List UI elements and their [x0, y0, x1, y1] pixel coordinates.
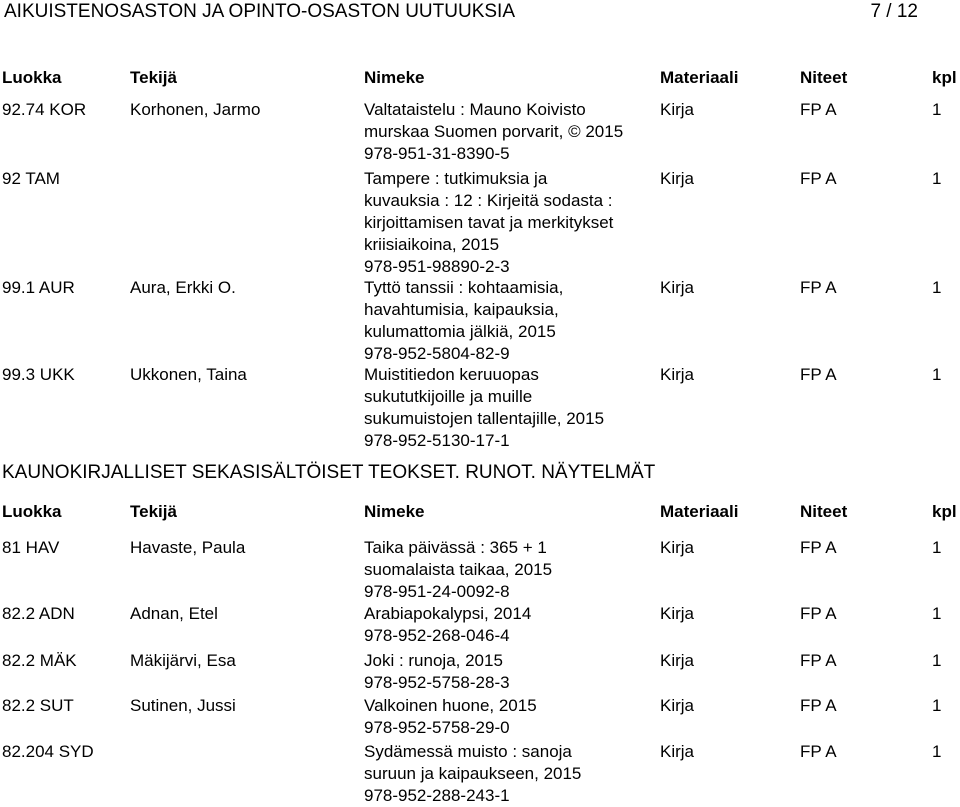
nimeke-line: kirjoittamisen tavat ja merkitykset [364, 213, 614, 232]
cell-tekija: Sutinen, Jussi [130, 696, 236, 715]
nimeke-line: Tyttö tanssii : kohtaamisia, [364, 278, 564, 297]
cell-luokka: 82.2 SUT [2, 696, 74, 715]
cell-niteet: FP A [800, 365, 837, 384]
cell-nimeke [364, 741, 581, 807]
nimeke-line: suruun ja kaipaukseen, 2015 [364, 764, 582, 783]
nimeke-line: Joki : runoja, 2015 [364, 651, 503, 670]
cell-nimeke [364, 537, 552, 603]
nimeke-line: Muistitiedon keruuopas [364, 365, 539, 384]
column-header-nimeke: Nimeke [364, 68, 425, 87]
cell-nimeke [364, 603, 531, 647]
column-header-tekija: Tekijä [130, 68, 177, 87]
cell-materiaali: Kirja [660, 696, 695, 715]
cell-materiaali: Kirja [660, 278, 695, 297]
cell-niteet: FP A [800, 100, 837, 119]
nimeke-line: kriisiaikoina, 2015 [364, 235, 500, 254]
isbn: 978-952-5758-28-3 [364, 673, 510, 692]
cell-kpl: 1 [932, 100, 942, 119]
nimeke-line: Tampere : tutkimuksia ja [364, 169, 548, 188]
cell-tekija: Korhonen, Jarmo [130, 100, 261, 119]
cell-nimeke [364, 364, 604, 452]
cell-nimeke [364, 650, 510, 694]
isbn: 978-952-5130-17-1 [364, 431, 510, 450]
cell-niteet: FP A [800, 696, 837, 715]
cell-nimeke [364, 99, 623, 165]
cell-niteet: FP A [800, 278, 837, 297]
isbn: 978-952-288-243-1 [364, 786, 510, 805]
column-header-nimeke: Nimeke [364, 502, 425, 521]
cell-kpl: 1 [932, 169, 942, 188]
column-header-materiaali: Materiaali [660, 68, 739, 87]
isbn: 978-952-268-046-4 [364, 626, 510, 645]
cell-tekija: Ukkonen, Taina [130, 365, 247, 384]
cell-luokka: 92.74 KOR [2, 100, 87, 119]
cell-luokka: 82.2 MÄK [2, 651, 77, 670]
nimeke-line: Arabiapokalypsi, 2014 [364, 604, 532, 623]
section-title: KAUNOKIRJALLISET SEKASISÄLTÖISET TEOKSET. RUNOT. NÄYTELMÄT [2, 462, 656, 483]
nimeke-line: murskaa Suomen porvarit, © 2015 [364, 122, 624, 141]
cell-niteet: FP A [800, 538, 837, 557]
column-header-tekija: Tekijä [130, 502, 177, 521]
cell-kpl: 1 [932, 604, 942, 623]
cell-tekija: Havaste, Paula [130, 538, 246, 557]
cell-materiaali: Kirja [660, 100, 695, 119]
cell-nimeke [364, 277, 563, 365]
cell-kpl: 1 [932, 538, 942, 557]
nimeke-line: sukututkijoille ja muille [364, 387, 533, 406]
column-header-niteet: Niteet [800, 502, 848, 521]
nimeke-line: Valkoinen huone, 2015 [364, 696, 537, 715]
page-number: 7 / 12 [870, 1, 918, 22]
cell-nimeke [364, 168, 613, 278]
nimeke-line: Sydämessä muisto : sanoja [364, 742, 572, 761]
cell-luokka: 92 TAM [2, 169, 60, 188]
isbn: 978-951-98890-2-3 [364, 257, 510, 276]
column-header-luokka: Luokka [2, 502, 62, 521]
nimeke-line: suomalaista taikaa, 2015 [364, 560, 553, 579]
cell-luokka: 81 HAV [2, 538, 60, 557]
cell-tekija: Mäkijärvi, Esa [130, 651, 236, 670]
cell-luokka: 99.1 AUR [2, 278, 75, 297]
cell-luokka: 82.204 SYD [2, 742, 94, 761]
nimeke-line: kuvauksia : 12 : Kirjeitä sodasta : [364, 191, 613, 210]
nimeke-line: kulumattomia jälkiä, 2015 [364, 322, 556, 341]
cell-niteet: FP A [800, 651, 837, 670]
cell-materiaali: Kirja [660, 651, 695, 670]
cell-materiaali: Kirja [660, 604, 695, 623]
cell-niteet: FP A [800, 604, 837, 623]
cell-niteet: FP A [800, 169, 837, 188]
isbn: 978-951-24-0092-8 [364, 582, 510, 601]
cell-materiaali: Kirja [660, 169, 695, 188]
cell-kpl: 1 [932, 651, 942, 670]
cell-materiaali: Kirja [660, 742, 695, 761]
cell-luokka: 99.3 UKK [2, 365, 75, 384]
cell-kpl: 1 [932, 365, 942, 384]
isbn: 978-952-5758-29-0 [364, 718, 510, 737]
isbn: 978-951-31-8390-5 [364, 144, 510, 163]
column-header-kpl: kpl [932, 68, 957, 87]
cell-niteet: FP A [800, 742, 837, 761]
cell-materiaali: Kirja [660, 538, 695, 557]
cell-kpl: 1 [932, 742, 942, 761]
cell-kpl: 1 [932, 696, 942, 715]
column-header-materiaali: Materiaali [660, 502, 739, 521]
nimeke-line: sukumuistojen tallentajille, 2015 [364, 409, 605, 428]
cell-kpl: 1 [932, 278, 942, 297]
cell-luokka: 82.2 ADN [2, 604, 75, 623]
column-header-kpl: kpl [932, 502, 957, 521]
column-header-niteet: Niteet [800, 68, 848, 87]
cell-materiaali: Kirja [660, 365, 695, 384]
nimeke-line: Taika päivässä : 365 + 1 [364, 538, 547, 557]
page-title: AIKUISTENOSASTON JA OPINTO-OSASTON UUTUUKSIA [4, 1, 515, 22]
column-header-luokka: Luokka [2, 68, 62, 87]
cell-tekija: Adnan, Etel [130, 604, 218, 623]
isbn: 978-952-5804-82-9 [364, 344, 510, 363]
nimeke-line: havahtumisia, kaipauksia, [364, 300, 559, 319]
cell-nimeke [364, 695, 537, 739]
nimeke-line: Valtataistelu : Mauno Koivisto [364, 100, 586, 119]
cell-tekija: Aura, Erkki O. [130, 278, 236, 297]
